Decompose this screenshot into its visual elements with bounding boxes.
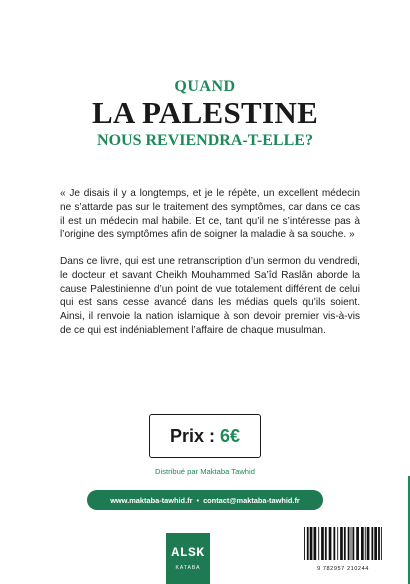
price-label: Prix :	[169, 425, 215, 446]
title-main-line: LA PALESTINE	[91, 95, 319, 130]
price-value: 6€	[220, 425, 241, 446]
distributor-text: Distribué par Maktaba Tawhid	[155, 467, 255, 476]
logo-name: KATABA	[175, 565, 201, 571]
description-paragraph: Dans ce livre, qui est une retranscription d’un sermon du vendredi, le docteur et savant Cheikh Mouhammed Sa’îd Raslân aborde la cause Palestinienne d’un point de vue totalement différent de celui qui est sans cesse avancé dans les médias quels qu’ils soient. Ainsi, il renvoie la nation islamique à son devoir premier vis-à-vis de ce qui est indéniablement l’affaire de chaque musulman.	[60, 256, 360, 336]
publisher-logo	[166, 533, 210, 584]
title-sub-line: NOUS REVIENDRA-T-ELLE?	[97, 132, 313, 149]
description-block	[60, 255, 360, 338]
contact-bar	[87, 490, 323, 510]
logo-mark: ALSK	[171, 545, 205, 560]
price-box	[149, 414, 261, 458]
book-title	[0, 78, 410, 150]
website-link[interactable]: www.maktaba-tawhid.fr	[110, 495, 193, 505]
quote-paragraph: « Je disais il y a longtemps, et je le répète, un excellent médecin ne s’attarde pas sur le traitement des symptômes, car dans ce cas il est un médecin mal habile. Et ce, tant qu’il ne s’intéresse pas à l’origine des symptômes afin de soigner la maladie à sa souche. »	[60, 188, 360, 241]
barcode-icon	[298, 525, 388, 563]
barcode-number: 9 782957 210244	[317, 566, 369, 572]
title-top-line: QUAND	[174, 78, 236, 95]
contact-separator: •	[196, 495, 200, 505]
barcode	[298, 525, 388, 571]
email-link[interactable]: contact@maktaba-tawhid.fr	[203, 495, 300, 505]
